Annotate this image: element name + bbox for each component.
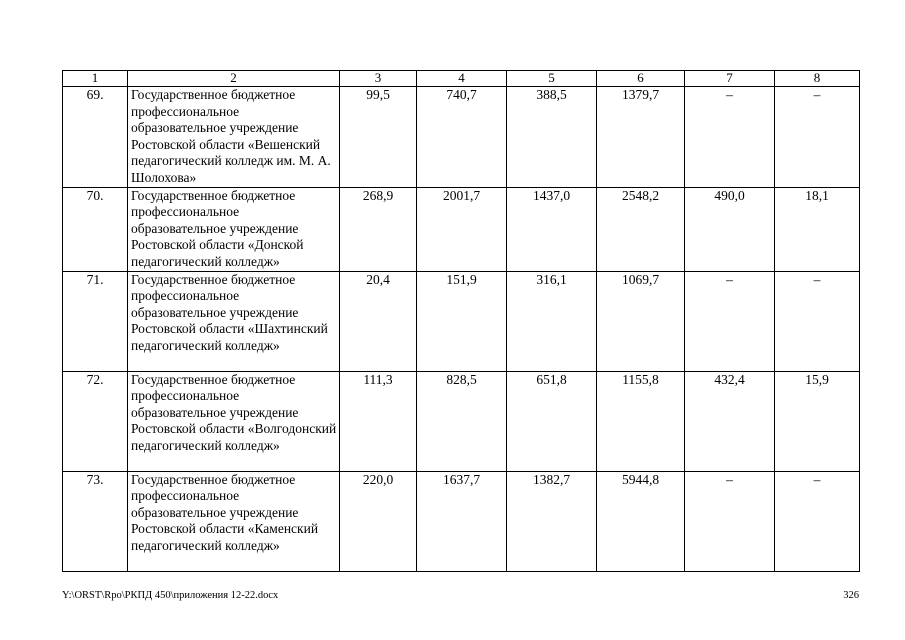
institution-name: Государственное бюджетное профессиональное образовательное учреждение Ростовской области «Вешенский педагогический колледж им. М. А. Шолохова» bbox=[128, 87, 340, 188]
value-col-4: 740,7 bbox=[417, 87, 507, 188]
value-col-7: 432,4 bbox=[685, 371, 775, 471]
value-col-7: – bbox=[685, 471, 775, 571]
column-number: 6 bbox=[597, 71, 685, 87]
footer-file-path: Y:\ORST\Rpo\РКПД 450\приложения 12-22.docx bbox=[62, 590, 279, 601]
value-col-6: 2548,2 bbox=[597, 187, 685, 271]
column-number: 3 bbox=[340, 71, 417, 87]
table-row bbox=[63, 87, 860, 188]
value-col-3: 111,3 bbox=[340, 371, 417, 471]
column-number: 5 bbox=[507, 71, 597, 87]
data-table bbox=[62, 70, 860, 572]
value-col-4: 151,9 bbox=[417, 271, 507, 371]
value-col-3: 220,0 bbox=[340, 471, 417, 571]
value-col-7: – bbox=[685, 87, 775, 188]
value-col-5: 388,5 bbox=[507, 87, 597, 188]
value-col-6: 1379,7 bbox=[597, 87, 685, 188]
column-number: 2 bbox=[128, 71, 340, 87]
value-col-4: 1637,7 bbox=[417, 471, 507, 571]
column-number: 7 bbox=[685, 71, 775, 87]
value-col-8: 18,1 bbox=[775, 187, 860, 271]
value-col-8: 15,9 bbox=[775, 371, 860, 471]
value-col-8: – bbox=[775, 471, 860, 571]
table-row bbox=[63, 371, 860, 471]
row-number: 71. bbox=[63, 271, 128, 371]
row-number: 73. bbox=[63, 471, 128, 571]
value-col-8: – bbox=[775, 87, 860, 188]
column-number: 8 bbox=[775, 71, 860, 87]
institution-name: Государственное бюджетное профессиональное образовательное учреждение Ростовской области «Донской педагогический колледж» bbox=[128, 187, 340, 271]
table-row bbox=[63, 271, 860, 371]
value-col-6: 1155,8 bbox=[597, 371, 685, 471]
value-col-4: 2001,7 bbox=[417, 187, 507, 271]
value-col-8: – bbox=[775, 271, 860, 371]
value-col-7: – bbox=[685, 271, 775, 371]
value-col-6: 5944,8 bbox=[597, 471, 685, 571]
value-col-3: 99,5 bbox=[340, 87, 417, 188]
institution-name: Государственное бюджетное профессиональное образовательное учреждение Ростовской области «Каменский педагогический колледж» bbox=[128, 471, 340, 571]
value-col-7: 490,0 bbox=[685, 187, 775, 271]
table-row bbox=[63, 187, 860, 271]
institution-name: Государственное бюджетное профессиональное образовательное учреждение Ростовской области «Волгодонский педагогический колледж» bbox=[128, 371, 340, 471]
table-row bbox=[63, 471, 860, 571]
value-col-5: 651,8 bbox=[507, 371, 597, 471]
value-col-3: 268,9 bbox=[340, 187, 417, 271]
column-number: 1 bbox=[63, 71, 128, 87]
row-number: 69. bbox=[63, 87, 128, 188]
value-col-6: 1069,7 bbox=[597, 271, 685, 371]
value-col-3: 20,4 bbox=[340, 271, 417, 371]
value-col-5: 1382,7 bbox=[507, 471, 597, 571]
row-number: 70. bbox=[63, 187, 128, 271]
institution-name: Государственное бюджетное профессиональное образовательное учреждение Ростовской области «Шахтинский педагогический колледж» bbox=[128, 271, 340, 371]
row-number: 72. bbox=[63, 371, 128, 471]
column-number-row bbox=[63, 71, 860, 87]
value-col-5: 316,1 bbox=[507, 271, 597, 371]
column-number: 4 bbox=[417, 71, 507, 87]
value-col-4: 828,5 bbox=[417, 371, 507, 471]
footer-page-number: 326 bbox=[843, 590, 859, 601]
value-col-5: 1437,0 bbox=[507, 187, 597, 271]
